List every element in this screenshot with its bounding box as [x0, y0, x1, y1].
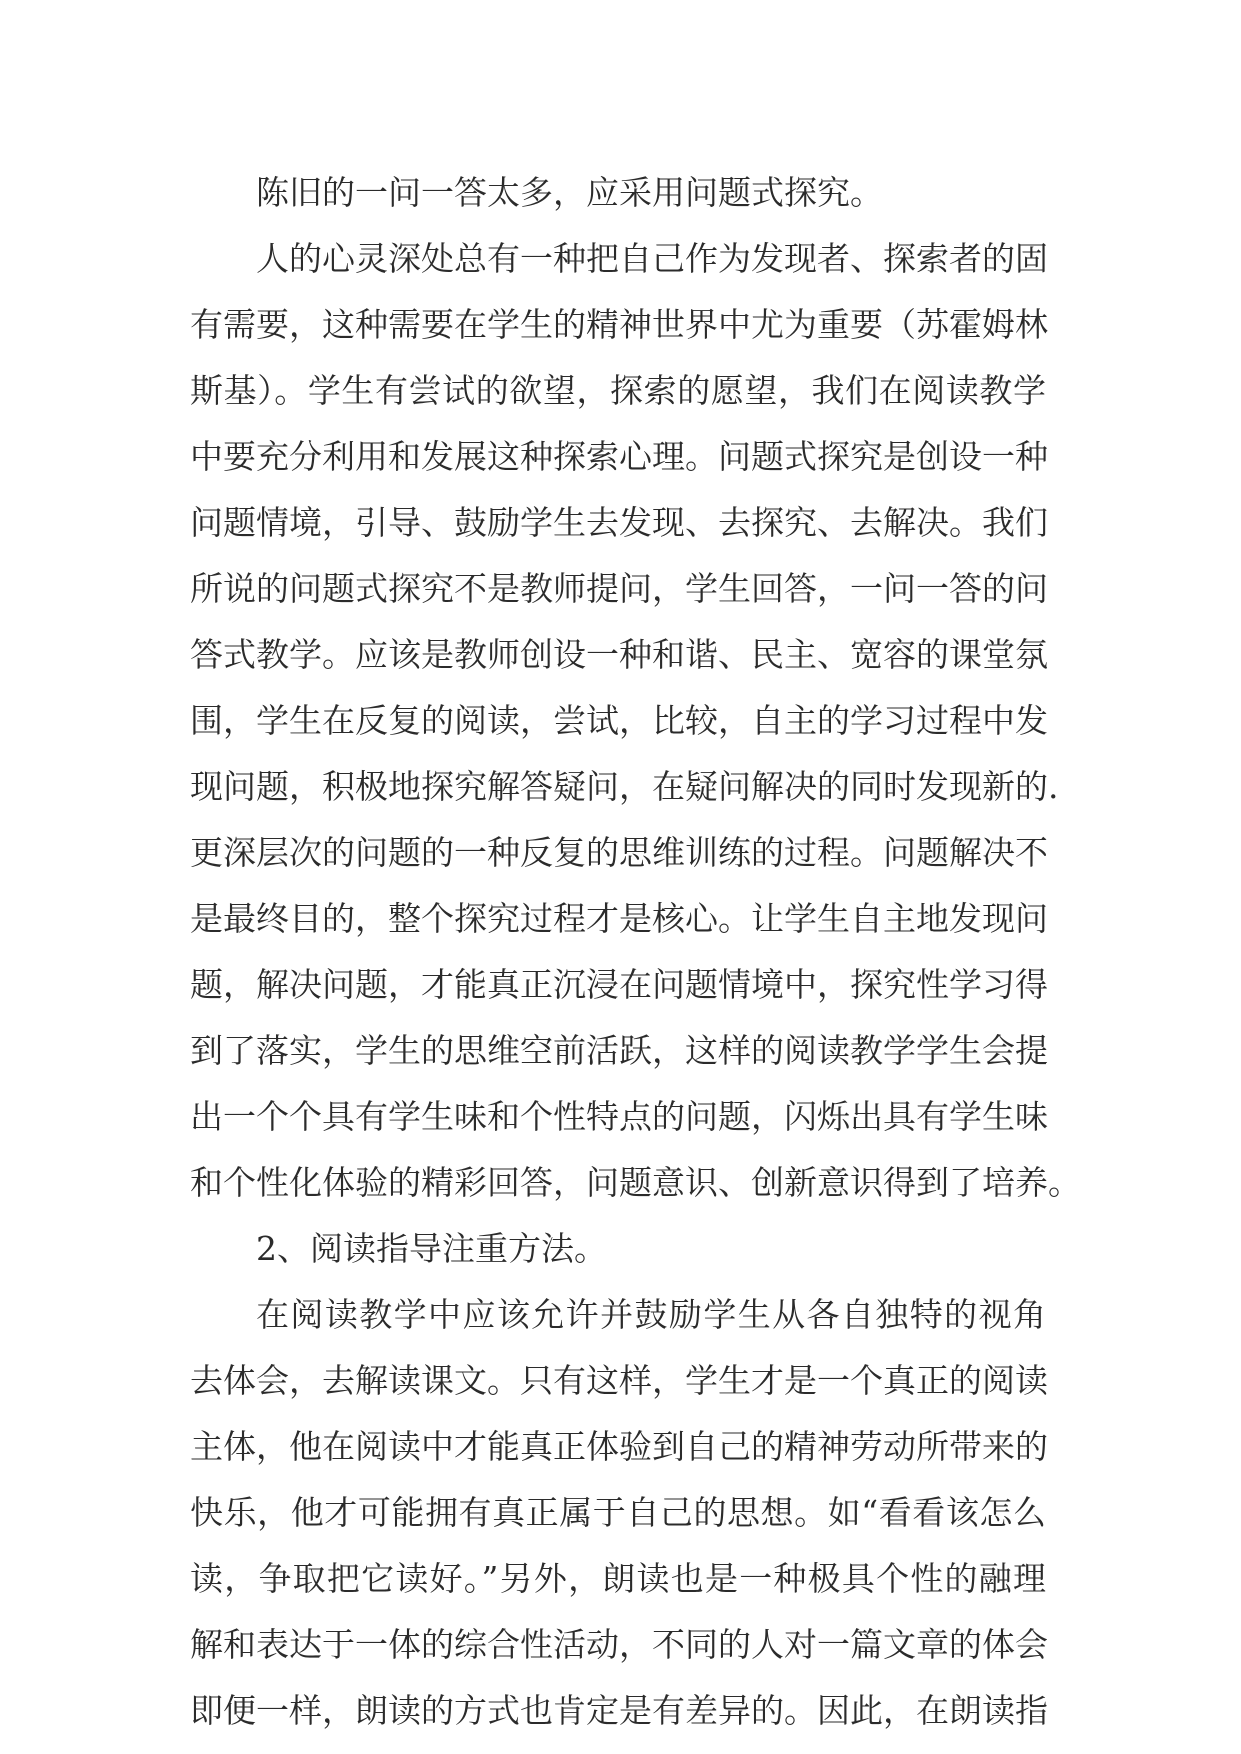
text-line-5: 中要充分利用和发展这种探索心理。问题式探究是创设一种 [190, 437, 1048, 476]
text-line-20: 主体，他在阅读中才能真正体验到自己的精神劳动所带来的 [190, 1427, 1048, 1466]
text-line-2: 人的心灵深处总有一种把自己作为发现者、探索者的固 [256, 239, 1048, 278]
text-line-15: 出一个个具有学生味和个性特点的问题，闪烁出具有学生味 [190, 1097, 1048, 1136]
text-line-24: 即便一样，朗读的方式也肯定是有差异的。因此，在朗读指 [190, 1691, 1048, 1730]
text-line-11: 更深层次的问题的一种反复的思维训练的过程。问题解决不 [190, 833, 1048, 872]
text-line-10: 现问题，积极地探究解答疑问，在疑问解决的同时发现新的. [190, 767, 1059, 806]
text-line-14: 到了落实，学生的思维空前活跃，这样的阅读教学学生会提 [190, 1031, 1048, 1070]
document-body [190, 160, 1081, 1744]
text-line-13: 题，解决问题，才能真正沉浸在问题情境中，探究性学习得 [190, 965, 1048, 1004]
text-line-22: 读，争取把它读好。”另外，朗读也是一种极具个性的融理 [190, 1559, 1046, 1598]
text-line-4: 斯基）。学生有尝试的欲望，探索的愿望，我们在阅读教学 [190, 371, 1046, 410]
text-line-6: 问题情境，引导、鼓励学生去发现、去探究、去解决。我们 [190, 503, 1048, 542]
text-line-19: 去体会，去解读课文。只有这样，学生才是一个真正的阅读 [190, 1361, 1048, 1400]
text-line-16: 和个性化体验的精彩回答，问题意识、创新意识得到了培养。 [190, 1163, 1081, 1202]
text-line-23: 解和表达于一体的综合性活动，不同的人对一篇文章的体会 [190, 1625, 1048, 1664]
text-line-9: 围，学生在反复的阅读，尝试，比较，自主的学习过程中发 [190, 701, 1048, 740]
text-line-18: 在阅读教学中应该允许并鼓励学生从各自独特的视角 [256, 1295, 1046, 1334]
text-line-3: 有需要，这种需要在学生的精神世界中尤为重要（苏霍姆林 [190, 305, 1048, 344]
text-line-1: 陈旧的一问一答太多，应采用问题式探究。 [256, 173, 883, 212]
text-line-7: 所说的问题式探究不是教师提问，学生回答，一问一答的问 [190, 569, 1048, 608]
text-line-8: 答式教学。应该是教师创设一种和谐、民主、宽容的课堂氛 [190, 635, 1048, 674]
section-heading: 2、阅读指导注重方法。 [256, 1229, 607, 1268]
text-line-12: 是最终目的，整个探究过程才是核心。让学生自主地发现问 [190, 899, 1048, 938]
text-line-21: 快乐，他才可能拥有真正属于自己的思想。如“看看该怎么 [190, 1493, 1046, 1532]
